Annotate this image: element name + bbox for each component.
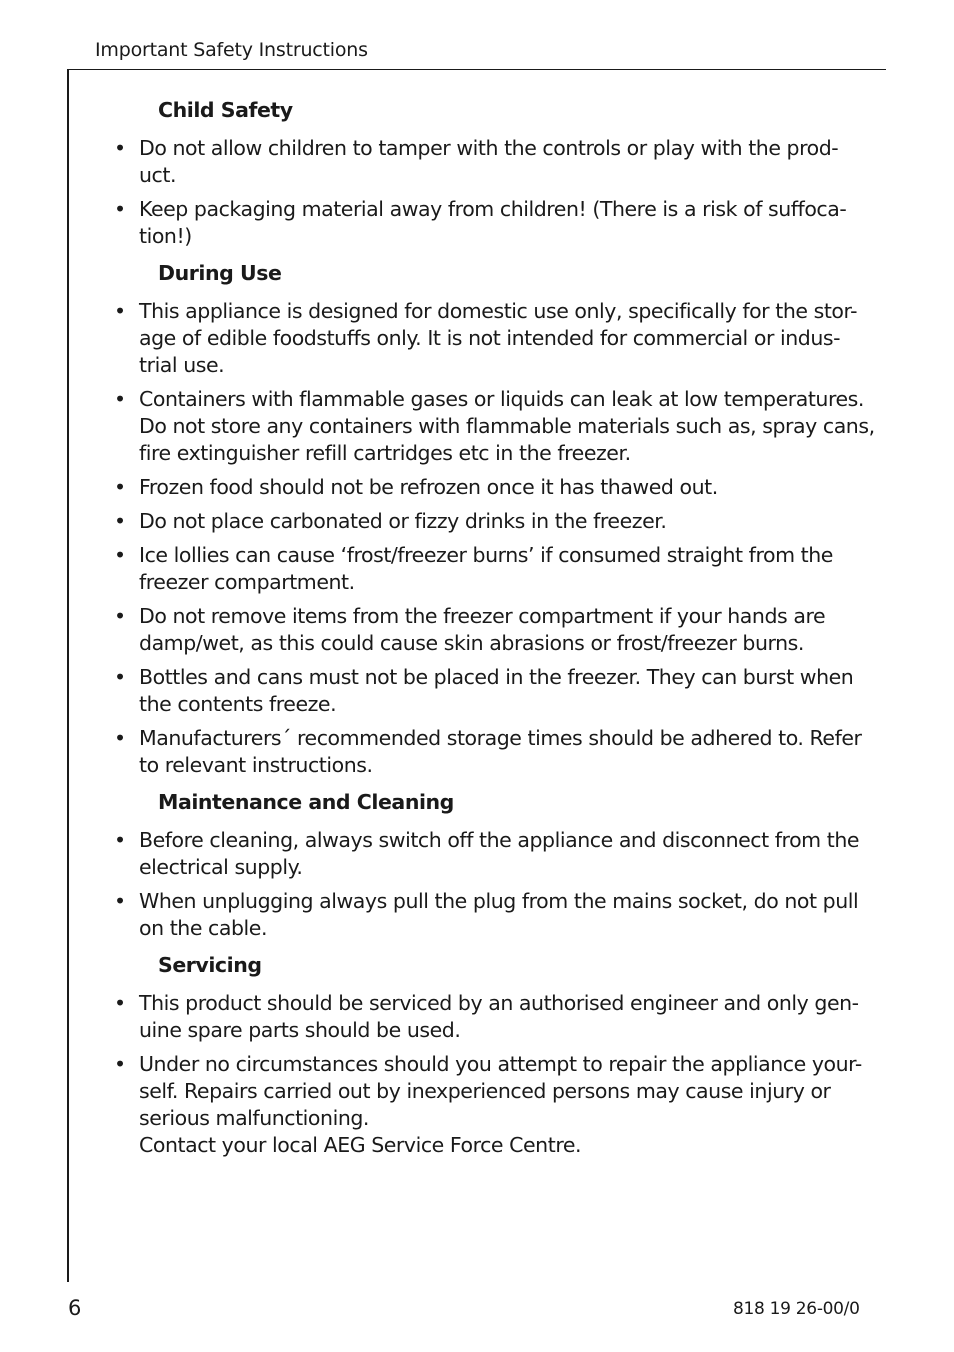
list-item-text-line: trial use. <box>139 353 225 377</box>
bullet-icon: • <box>114 604 126 628</box>
section-heading: Servicing <box>158 953 262 977</box>
list-item-text-line: uine spare parts should be used. <box>139 1018 461 1042</box>
bullet-icon: • <box>114 889 126 913</box>
page-number: 6 <box>68 1296 82 1320</box>
list-item <box>110 386 875 467</box>
list-item-text-line: the contents freeze. <box>139 692 337 716</box>
bullet-list <box>110 298 875 779</box>
running-header-title: Important Safety Instructions <box>95 39 368 61</box>
list-item-text-line: Under no circumstances should you attempt to repair the appliance your- <box>139 1052 862 1076</box>
section-heading: Maintenance and Cleaning <box>158 790 454 814</box>
margin-rule <box>67 69 69 1282</box>
bullet-icon: • <box>114 299 126 323</box>
list-item-text-line: Contact your local AEG Service Force Centre. <box>139 1133 582 1157</box>
list-item-text-line: Do not place carbonated or fizzy drinks in the freezer. <box>139 509 667 533</box>
list-item-text-line: serious malfunctioning. <box>139 1106 369 1130</box>
bullet-list <box>110 135 862 250</box>
bullet-icon: • <box>114 136 126 160</box>
list-item-text-line: Manufacturers´ recommended storage times should be adhered to. Refer <box>139 726 862 750</box>
list-item-text-line: Do not remove items from the freezer compartment if your hands are <box>139 604 826 628</box>
list-item-text-line: uct. <box>139 163 177 187</box>
bullet-icon: • <box>114 543 126 567</box>
list-item-text-line: Do not allow children to tamper with the controls or play with the prod- <box>139 136 839 160</box>
list-item <box>110 196 862 250</box>
list-item-text-line: tion!) <box>139 224 192 248</box>
safety-instructions-body <box>110 94 875 1166</box>
list-item <box>110 888 862 942</box>
bullet-icon: • <box>114 665 126 689</box>
list-item-text-line: Do not store any containers with flammable materials such as, spray cans, <box>139 414 875 438</box>
list-item <box>110 664 862 718</box>
bullet-icon: • <box>114 828 126 852</box>
bullet-list <box>110 827 862 942</box>
list-item-text-line: freezer compartment. <box>139 570 355 594</box>
bullet-list <box>110 990 862 1159</box>
bullet-icon: • <box>114 1052 126 1076</box>
list-item-text-line: This product should be serviced by an authorised engineer and only gen- <box>139 991 859 1015</box>
list-item-text-line: Before cleaning, always switch off the appliance and disconnect from the <box>139 828 860 852</box>
list-item <box>110 990 862 1044</box>
list-item-text-line: Frozen food should not be refrozen once it has thawed out. <box>139 475 718 499</box>
section-heading: During Use <box>158 261 282 285</box>
list-item-text-line: When unplugging always pull the plug from the mains socket, do not pull <box>139 889 859 913</box>
list-item <box>110 725 862 779</box>
bullet-icon: • <box>114 475 126 499</box>
list-item-text-line: to relevant instructions. <box>139 753 373 777</box>
bullet-icon: • <box>114 991 126 1015</box>
list-item-text-line: Ice lollies can cause ‘frost/freezer burns’ if consumed straight from the <box>139 543 833 567</box>
list-item-text-line: electrical supply. <box>139 855 303 879</box>
list-item <box>110 827 862 881</box>
header-rule <box>68 69 886 70</box>
list-item-text-line: on the cable. <box>139 916 268 940</box>
list-item <box>110 298 862 379</box>
section-heading: Child Safety <box>158 98 293 122</box>
list-item-text-line: damp/wet, as this could cause skin abrasions or frost/freezer burns. <box>139 631 804 655</box>
bullet-icon: • <box>114 726 126 750</box>
list-item-text-line: This appliance is designed for domestic use only, specifically for the stor- <box>139 299 858 323</box>
bullet-icon: • <box>114 509 126 533</box>
list-item <box>110 474 862 501</box>
list-item-text-line: age of edible foodstuffs only. It is not intended for commercial or indus- <box>139 326 841 350</box>
list-item <box>110 603 862 657</box>
list-item <box>110 135 862 189</box>
bullet-icon: • <box>114 197 126 221</box>
list-item-text-line: Keep packaging material away from children! (There is a risk of suffoca- <box>139 197 847 221</box>
list-item <box>110 1051 862 1159</box>
list-item-text-line: Bottles and cans must not be placed in the freezer. They can burst when <box>139 665 854 689</box>
list-item <box>110 508 862 535</box>
document-code: 818 19 26-00/0 <box>733 1299 860 1319</box>
list-item-text-line: Containers with flammable gases or liquids can leak at low temperatures. <box>139 387 864 411</box>
list-item-text-line: fire extinguisher refill cartridges etc in the freezer. <box>139 441 631 465</box>
list-item <box>110 542 862 596</box>
bullet-icon: • <box>114 387 126 411</box>
list-item-text-line: self. Repairs carried out by inexperienced persons may cause injury or <box>139 1079 831 1103</box>
